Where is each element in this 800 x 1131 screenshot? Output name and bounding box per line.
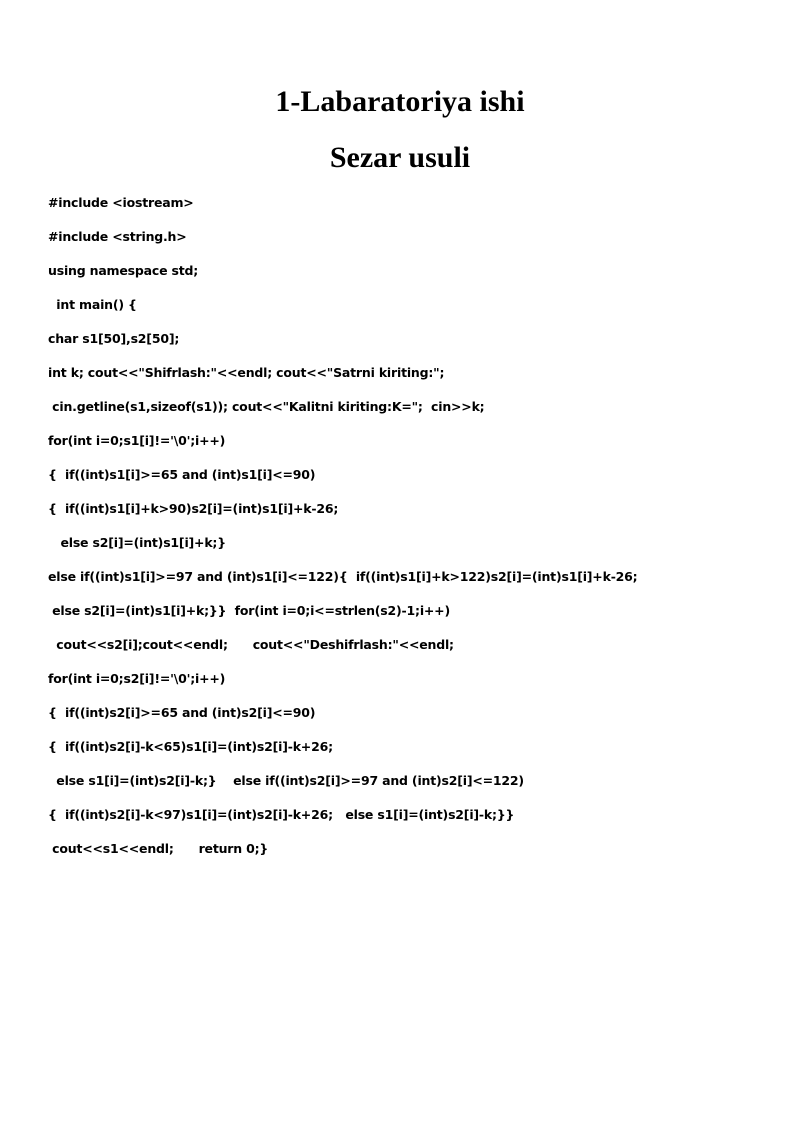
code-line: #include <iostream> [48, 195, 194, 210]
code-line: cin.getline(s1,sizeof(s1)); cout<<"Kalitni kiriting:K="; cin>>k; [48, 399, 485, 414]
page-subtitle: Sezar usuli [329, 141, 471, 174]
page-title: 1-Labaratoriya ishi [275, 85, 525, 118]
code-line: else s1[i]=(int)s2[i]-k;} else if((int)s2[i]>=97 and (int)s2[i]<=122) [48, 773, 524, 788]
code-line: for(int i=0;s1[i]!='\0';i++) [48, 433, 226, 448]
code-line: for(int i=0;s2[i]!='\0';i++) [48, 671, 226, 686]
code-line: #include <string.h> [48, 229, 187, 244]
code-line: int main() { [48, 297, 137, 312]
code-line: { if((int)s1[i]+k>90)s2[i]=(int)s1[i]+k-26; [48, 501, 339, 516]
code-line: { if((int)s2[i]-k<65)s1[i]=(int)s2[i]-k+26; [48, 739, 333, 754]
code-line: { if((int)s2[i]-k<97)s1[i]=(int)s2[i]-k+26; else s1[i]=(int)s2[i]-k;}} [48, 807, 515, 822]
code-line: else s2[i]=(int)s1[i]+k;} [48, 535, 226, 550]
code-line: else if((int)s1[i]>=97 and (int)s1[i]<=122){ if((int)s1[i]+k>122)s2[i]=(int)s1[i]+k-26; [48, 569, 638, 584]
code-line: { if((int)s2[i]>=65 and (int)s2[i]<=90) [48, 705, 316, 720]
code-line: using namespace std; [48, 263, 199, 278]
code-listing [48, 194, 768, 874]
code-line: cout<<s1<<endl; return 0;} [48, 841, 269, 856]
code-line: char s1[50],s2[50]; [48, 331, 180, 346]
code-line: else s2[i]=(int)s1[i]+k;}} for(int i=0;i<=strlen(s2)-1;i++) [48, 603, 450, 618]
code-line: int k; cout<<"Shifrlash:"<<endl; cout<<"Satrni kiriting:"; [48, 365, 445, 380]
code-line: cout<<s2[i];cout<<endl; cout<<"Deshifrlash:"<<endl; [48, 637, 454, 652]
code-line: { if((int)s1[i]>=65 and (int)s1[i]<=90) [48, 467, 316, 482]
